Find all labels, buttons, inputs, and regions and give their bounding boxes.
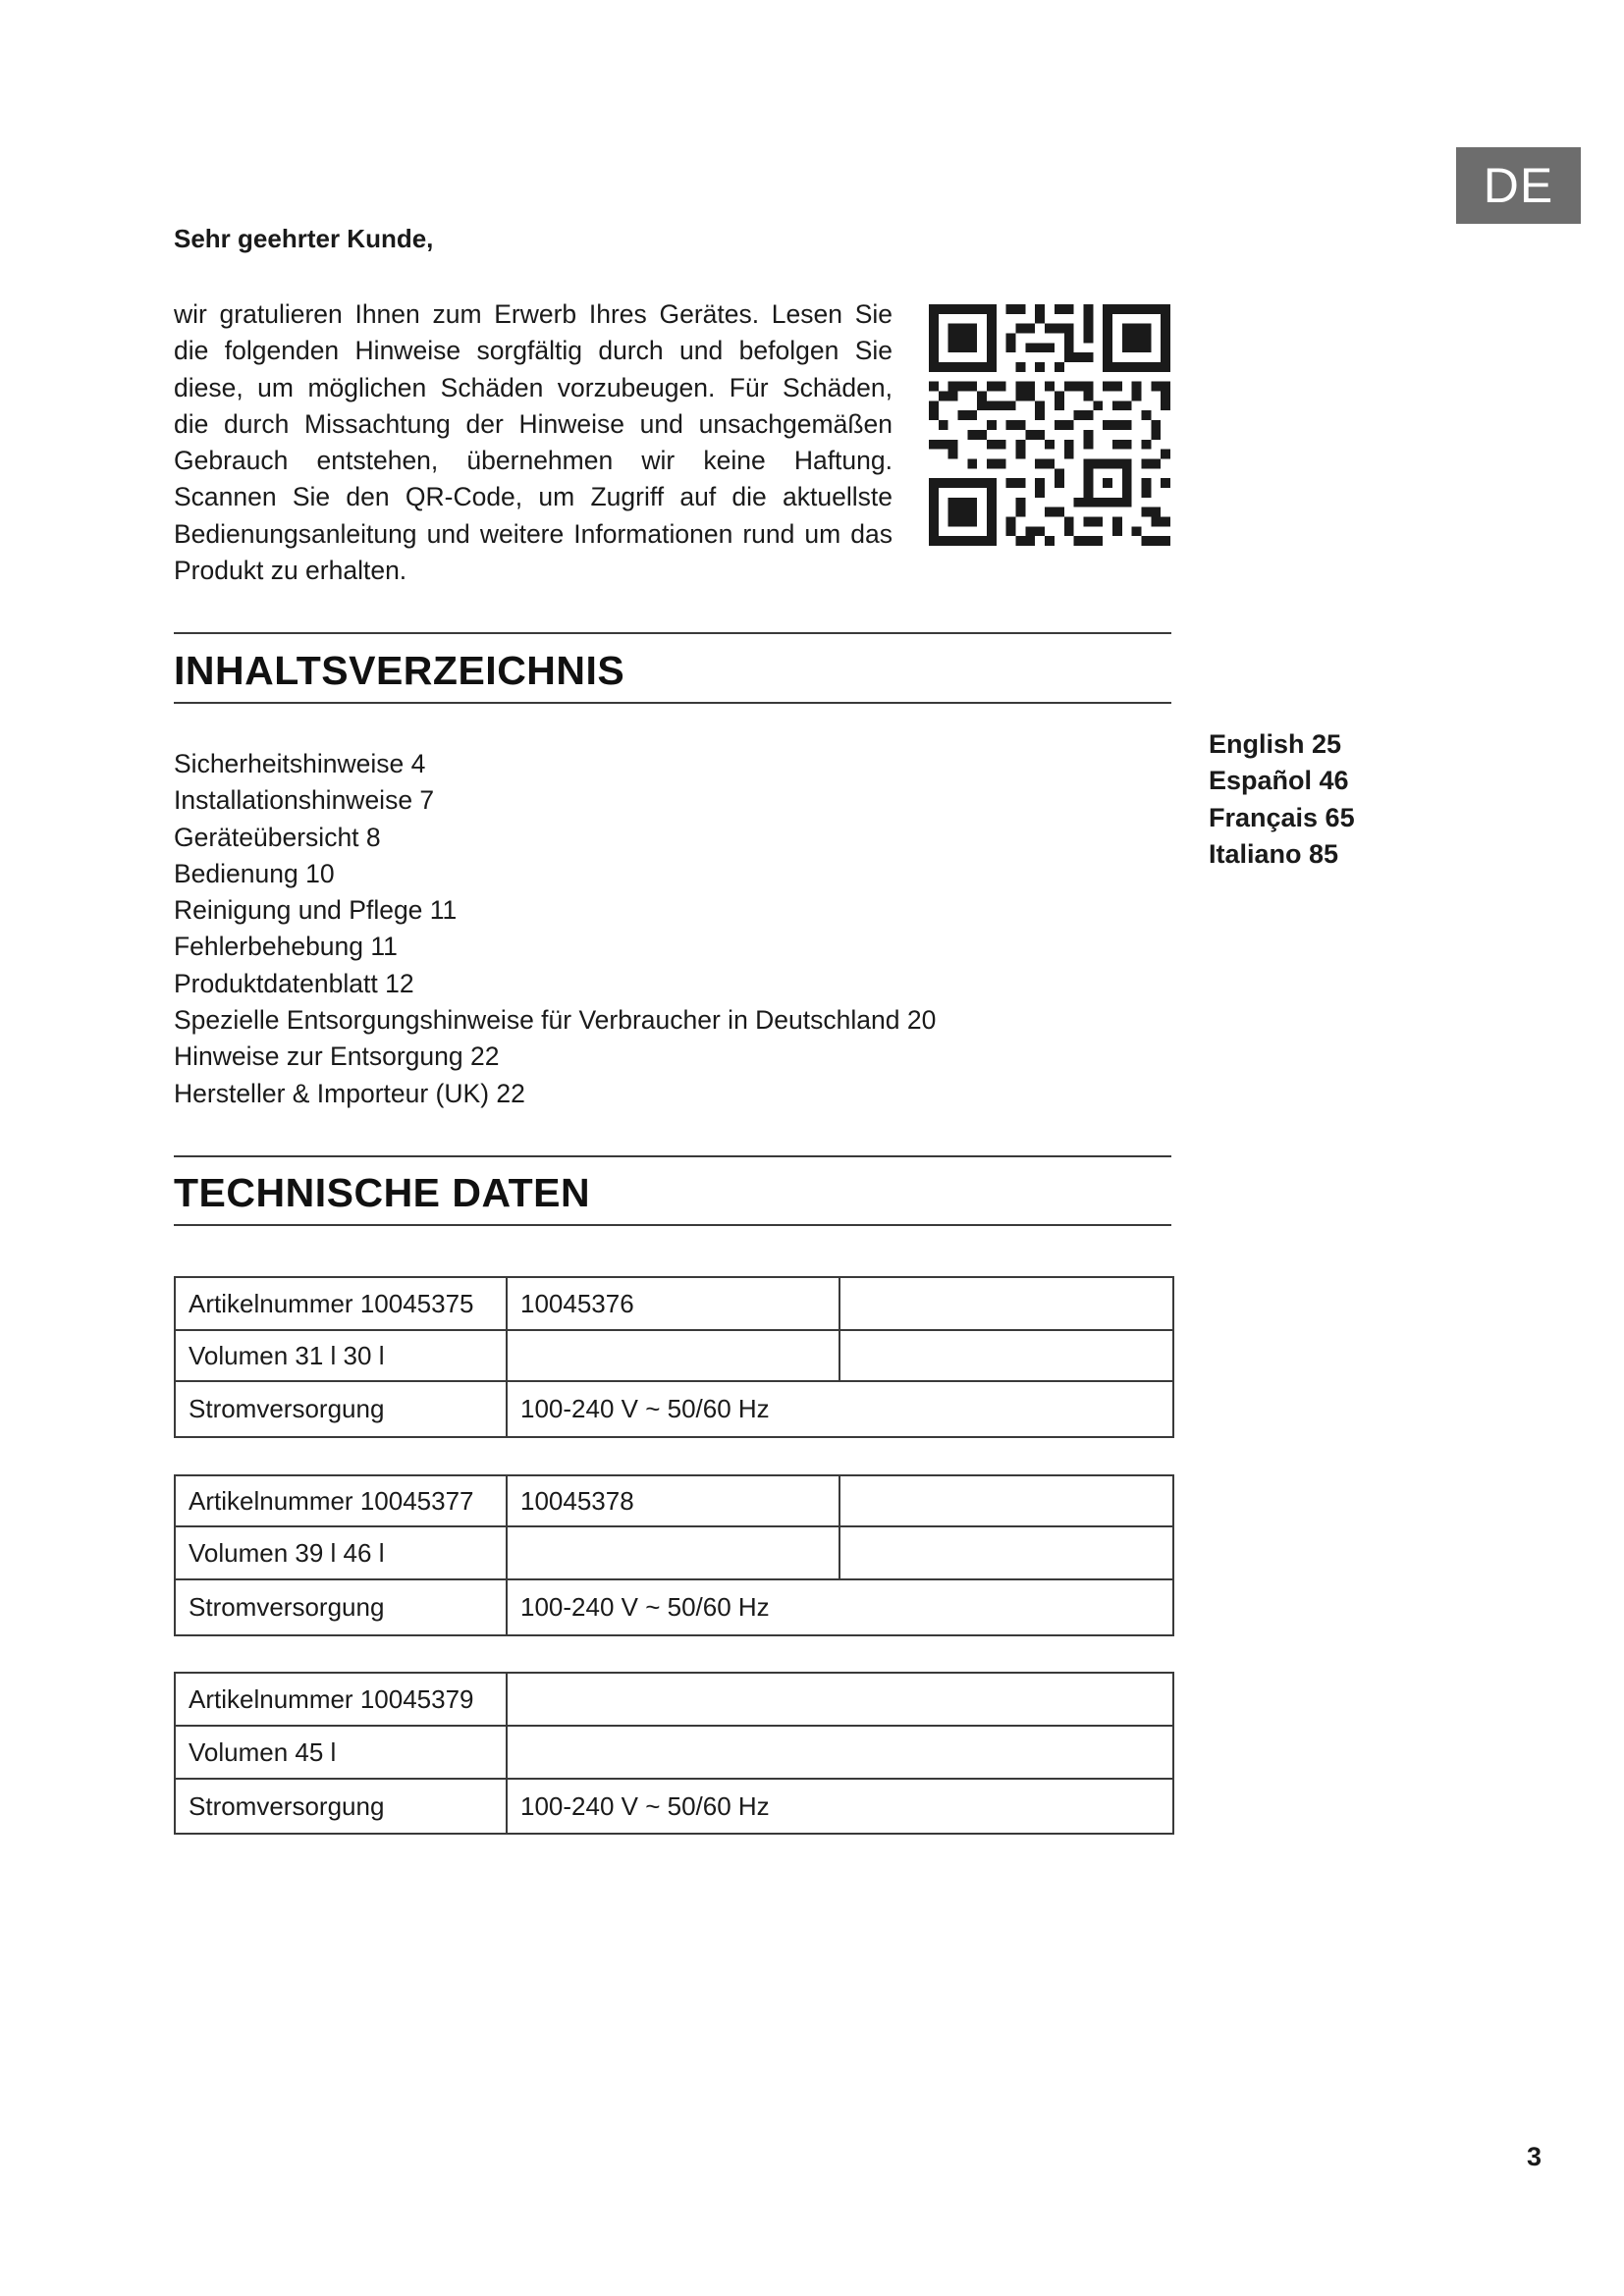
language-link: Italiano 85	[1209, 838, 1339, 869]
divider	[174, 702, 1171, 704]
toc-item: Installationshinweise 7	[174, 785, 435, 816]
article-number-cell: Artikelnummer 10045375	[175, 1277, 507, 1330]
article-number-cell: Artikelnummer 10045379	[175, 1673, 507, 1726]
volume-cell: Volumen 39 l 46 l	[175, 1526, 507, 1579]
toc-item: Hersteller & Importeur (UK) 22	[174, 1078, 525, 1108]
power-value-cell: 100-240 V ~ 50/60 Hz	[507, 1381, 1173, 1437]
article-number-cell: Artikelnummer 10045377	[175, 1475, 507, 1526]
empty-cell	[507, 1726, 1173, 1779]
toc-item: Bedienung 10	[174, 858, 335, 888]
divider	[174, 632, 1171, 634]
tech-heading: TECHNISCHE DATEN	[174, 1170, 591, 1215]
intro-paragraph: wir gratulieren Ihnen zum Erwerb Ihres Gerätes. Lesen Sie die folgenden Hinweise sorgfältig durch und befolgen Sie diese, um möglichen Schäden vorzubeugen. Für Schäden, die durch Missachtung der Hinweise und unsachgemäßen Gebrauch entstehen, übernehmen wir keine Haftung. Scannen Sie den QR-Code, um Zugriff auf die aktuellste Bedienungsanleitung und weitere Informationen rund um das Produkt zu erhalten.	[174, 299, 893, 586]
empty-cell	[839, 1526, 1173, 1579]
divider	[174, 1155, 1171, 1157]
empty-cell	[839, 1330, 1173, 1381]
empty-cell	[507, 1330, 839, 1381]
article-number-cell: 10045376	[507, 1277, 839, 1330]
language-link: Español 46	[1209, 766, 1349, 796]
page-number: 3	[1527, 2142, 1543, 2171]
table-of-contents	[174, 746, 936, 1112]
spec-table	[174, 1276, 1174, 1438]
volume-cell: Volumen 45 l	[175, 1726, 507, 1779]
empty-cell	[839, 1475, 1173, 1526]
empty-cell	[507, 1673, 1173, 1726]
empty-cell	[839, 1277, 1173, 1330]
toc-item: Fehlerbehebung 11	[174, 932, 398, 962]
toc-item: Produktdatenblatt 12	[174, 968, 414, 998]
power-label-cell: Stromversorgung	[175, 1779, 507, 1834]
language-link: Français 65	[1209, 802, 1355, 832]
article-number-cell: 10045378	[507, 1475, 839, 1526]
divider	[174, 1224, 1171, 1226]
toc-item: Hinweise zur Entsorgung 22	[174, 1041, 500, 1072]
power-value-cell: 100-240 V ~ 50/60 Hz	[507, 1579, 1173, 1635]
toc-item: Geräteübersicht 8	[174, 822, 381, 852]
spec-table	[174, 1672, 1174, 1835]
power-value-cell: 100-240 V ~ 50/60 Hz	[507, 1779, 1173, 1834]
power-label-cell: Stromversorgung	[175, 1579, 507, 1635]
qr-code-icon	[929, 304, 1170, 546]
power-label-cell: Stromversorgung	[175, 1381, 507, 1437]
toc-item: Reinigung und Pflege 11	[174, 895, 458, 926]
toc-heading: INHALTSVERZEICHNIS	[174, 648, 625, 693]
empty-cell	[507, 1526, 839, 1579]
language-tab: DE	[1456, 147, 1581, 224]
spec-table	[174, 1474, 1174, 1636]
volume-cell: Volumen 31 l 30 l	[175, 1330, 507, 1381]
language-link: English 25	[1209, 729, 1342, 759]
greeting: Sehr geehrter Kunde,	[174, 224, 434, 253]
toc-item: Sicherheitshinweise 4	[174, 749, 426, 778]
other-languages-list	[1209, 726, 1355, 873]
toc-item: Spezielle Entsorgungshinweise für Verbraucher in Deutschland 20	[174, 1005, 937, 1036]
